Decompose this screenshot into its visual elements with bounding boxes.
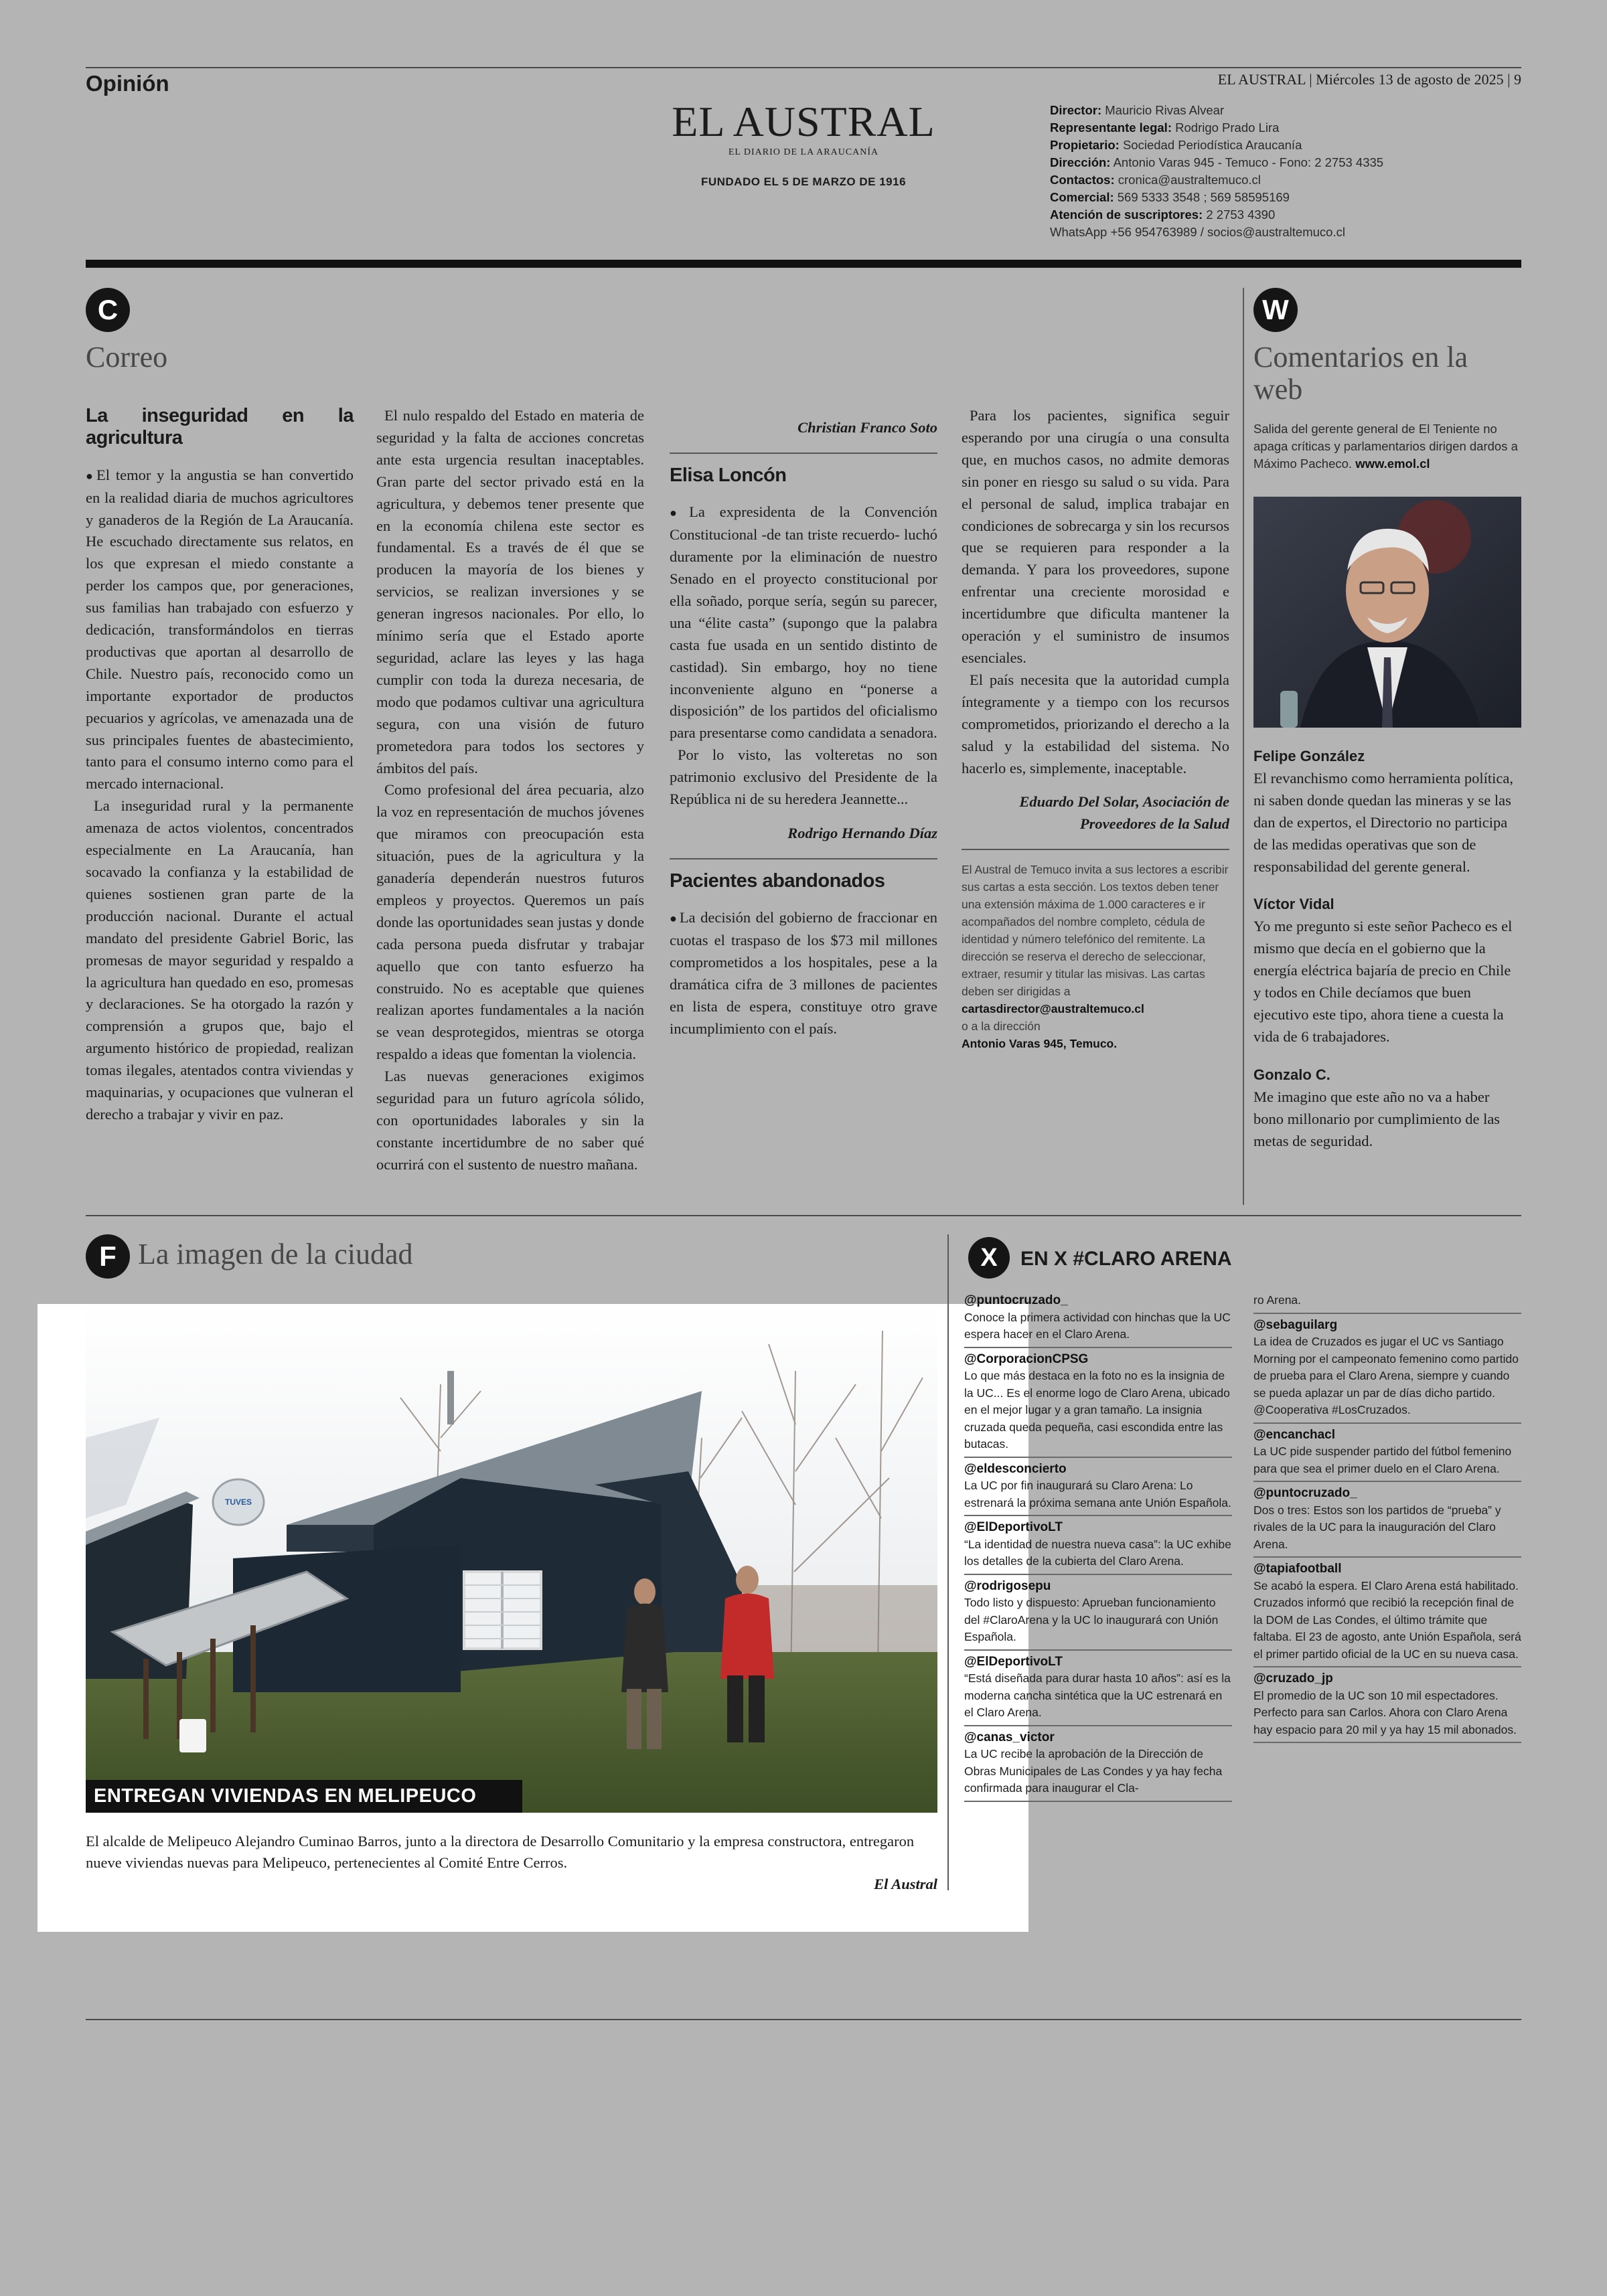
tweet-handle[interactable]: @ElDeportivoLT — [964, 1654, 1063, 1669]
city-credit: El Austral — [874, 1876, 937, 1892]
notice-address: Antonio Varas 945, Temuco. — [962, 1037, 1118, 1051]
letter-separator — [962, 849, 1229, 850]
tweet — [964, 1291, 1232, 1348]
bottom-rule — [86, 2019, 1521, 2020]
staff-label: Representante legal: — [1050, 120, 1172, 135]
tweet-handle[interactable]: @sebaguilarg — [1253, 1317, 1338, 1332]
tweet-text: Todo listo y dispuesto: Aprueban funcionamiento del #ClaroArena y la UC lo inaugurará con Unión Española. — [964, 1596, 1219, 1643]
city-f-icon: F — [86, 1234, 130, 1279]
staff-line — [1050, 171, 1519, 189]
letter-signature: Christian Franco Soto — [797, 419, 937, 436]
staff-value: Sociedad Periodística Araucanía — [1122, 138, 1302, 152]
city-title: La imagen de la ciudad — [138, 1238, 413, 1270]
tweet-text: “Está diseñada para durar hasta 10 años”: así es la moderna cancha sintética que la UC estrenará en el Claro Arena. — [964, 1671, 1231, 1719]
letter-column-1 — [86, 405, 354, 1126]
city-caption: El alcalde de Melipeuco Alejandro Cuminao Barros, junto a la directora de Desarrollo Comunitario y la empresa constructora, entregaron nueve viviendas nuevas para Melipeuco, pertenecientes al Comité Entre Cerros. — [86, 1833, 915, 1871]
tweet — [1253, 1425, 1521, 1483]
tweet-text: El promedio de la UC son 10 mil espectadores. Perfecto para san Carlos. Ahora con Claro Arena hay espacio para 20 mil y ya hay 15 mil abonados. — [1253, 1688, 1517, 1736]
staff-line — [1050, 119, 1519, 137]
tweet-text: La UC recibe la aprobación de la Dirección de Obras Municipales de Las Condes y ya hay fecha confirmada para inaugurar el Cla- — [964, 1747, 1223, 1795]
founded-line: FUNDADO EL 5 DE MARZO DE 1916 — [700, 175, 907, 188]
letter-signature: Rodrigo Hernando Díaz — [787, 824, 937, 841]
notice-text: El Austral de Temuco invita a sus lectores a escribir sus cartas a esta sección. Los textos deben tener una extensión máxima de 1.000 caracteres e ir acompañados del nombre completo, cédula de identidad y número telefónico del remitente. La dirección se reserva el derecho de seleccionar, extraer, resumir y titular las misivas. Las cartas deben ser dirigidas a — [962, 863, 1229, 999]
staff-label: Dirección: — [1050, 155, 1111, 169]
tweet-text: Se acabó la espera. El Claro Arena está habilitado. Cruzados informó que recibió la recepción final de la DOM de Las Condes, el último trámite que faltaba. El 23 de agosto, ante Unión Española, será el primer partido oficial de la UC en su nueva casa. — [1253, 1578, 1521, 1661]
letter-paragraph: Como profesional del área pecuaria, alzo la voz en representación de muchos jóvenes que miramos con preocupación esta situación, pues de la agricultura y la ganadería dependerán nuestros futuros empleos y proyectos. Queremos un país donde las oportunidades sean justas y donde cada persona pueda disfrutar y trabajar aquello que con tanto esfuerzo ha construido. No es aceptable que quienes realizan aportes fundamentales a la nación se vean desprotegidos, mientras se otorga respaldo a ideas que fomentan la violencia. — [376, 781, 644, 1063]
letter-paragraph: ● El temor y la angustia se han convertido en la realidad diaria de muchos agricultores y ganaderos de la Región de La Araucanía. He escuchado directamente sus relatos, en los que expresan el miedo constante a perder los campos que, por generaciones, sus familias han trabajado con esfuerzo y dedicación, transformándolos en tierras productivas que aportan al desarrollo de Chile. Nuestro país, reconocido como un importante exportador de productos pecuarios y agrícolas, ve amenazada una de sus principales fuentes de abastecimiento, tanto para el consumo interno como para el mercado internacional. — [86, 465, 354, 796]
tweet — [964, 1576, 1232, 1651]
folio: EL AUSTRAL | Miércoles 13 de agosto de 2025 | 9 — [1217, 71, 1521, 88]
commenter-photo — [1253, 497, 1521, 728]
staff-label: Comercial: — [1050, 190, 1114, 204]
letter-paragraph: El nulo respaldo del Estado en materia de seguridad y la falta de acciones concretas ante esta urgencia resultan inaceptables. Gran parte del sector privado está en la agricultura, y debemos tener presente que en la economía chilena este sector es fundamental. Es a través de él que se producen la mayoría de los bienes y servicios, se realizan inversiones y se generan ingresos nacionales. Por ello, lo mínimo sería que el Estado aporte seguridad, aclare las leyes y las haga cumplir con toda la dureza necesaria, de modo que podamos cultivar una agricultura segura, con una visión de futuro prometedora para todos los sectores y ámbitos del país. — [376, 407, 644, 776]
mid-rule — [86, 1215, 1521, 1216]
column-divider — [1243, 288, 1244, 1205]
houses-photo-svg — [86, 1304, 937, 1813]
comment-text: Yo me pregunto si este señor Pacheco es el mismo que decía en el gobierno que la energía eléctrica bajaría de precio en Chile y todos en Chile decíamos que buen ejecutivo este tipo, ahora tiene a cuesta la vida de 6 trabajadores. — [1253, 918, 1513, 1045]
staff-value: 569 5333 3548 ; 569 58595169 — [1117, 190, 1290, 204]
letter-paragraph: Las nuevas generaciones exigimos seguridad para un futuro agrícola sólido, con oportunidades laborales y sin la constante incertidumbre de no saber qué ocurrirá con el sustento de nuestro mañana. — [376, 1068, 644, 1173]
tweet-handle[interactable]: @puntocruzado_ — [964, 1293, 1068, 1307]
tweet-handle[interactable]: @cruzado_jp — [1253, 1671, 1333, 1686]
staff-line — [1050, 206, 1519, 224]
staff-label: Propietario: — [1050, 138, 1120, 152]
masthead-subtitle: EL DIARIO DE LA ARAUCANÍA — [728, 147, 879, 157]
tweet — [1253, 1483, 1521, 1558]
staff-label: Contactos: — [1050, 173, 1115, 187]
tweet-text: Conoce la primera actividad con hinchas que la UC espera hacer en el Claro Arena. — [964, 1310, 1231, 1341]
web-comments — [1253, 730, 1521, 1152]
tweet — [964, 1518, 1232, 1575]
letter-separator — [670, 858, 937, 859]
tweet — [1253, 1559, 1521, 1667]
letter-paragraph: ● La expresidenta de la Convención Constitucional -de tan triste recuerdo- luchó duramente por la eliminación de nuestro Senado en el proyecto constitucional por ella soñado, porque sería, según su parecer, una “élite casta” (supongo que la palabra casta fue usada en un sentido distinto de castidad). Sin embargo, hoy no tiene inconveniente alguno en “ponerse a disposición” de los partidos del oficialismo para presentarse como candidata a senadora. — [670, 501, 937, 744]
tweets-column-1 — [964, 1291, 1232, 1803]
comment-text: Me imagino que este año no va a haber bono millonario por cumplimiento de las metas de seguridad. — [1253, 1088, 1501, 1149]
tweet — [964, 1728, 1232, 1802]
staff-label: Director: — [1050, 103, 1102, 117]
section-label: Opinión — [86, 71, 169, 96]
tweet-continuation: ro Arena. — [1253, 1291, 1521, 1314]
tweet-handle[interactable]: @eldesconcierto — [964, 1461, 1067, 1476]
letter-paragraph: ● La decisión del gobierno de fraccionar en cuotas el traspaso de los $73 mil millones comprometidos a los hospitales, pese a la dramática cifra de 3 millones de pacientes en lista de espera, constituye otro grave incumplimiento con el país. — [670, 907, 937, 1040]
letter-separator — [670, 453, 937, 454]
masthead — [670, 100, 937, 189]
tweet-text: Dos o tres: Estos son los partidos de “prueba” y rivales de la UC para la inauguración del Claro Arena. — [1253, 1503, 1501, 1551]
notice-or: o a la dirección — [962, 1019, 1041, 1034]
tweet-text: “La identidad de nuestra nueva casa”: la UC exhibe los detalles de la cubierta del Claro Arena. — [964, 1537, 1231, 1568]
staff-label: Atención de suscriptores: — [1050, 208, 1203, 222]
tweet — [964, 1459, 1232, 1517]
tweet-handle[interactable]: @CorporacionCPSG — [964, 1351, 1089, 1366]
staff-line — [1050, 102, 1519, 119]
staff-value: WhatsApp +56 954763989 / socios@australtemuco.cl — [1050, 225, 1345, 239]
web-w-icon: W — [1253, 288, 1298, 332]
staff-line — [1050, 137, 1519, 154]
letter-paragraph: Para los pacientes, significa seguir esperando por una cirugía o una consulta que, en muchos casos, no admite demoras sin poner en riesgo su salud o su vida. Para el personal de salud, implica trabajar en condiciones de sobrecarga y sin los recursos que se requieren para responder a la demanda. Y para los proveedores, supone enfrentar una creciente morosidad e incertidumbre que dificulta mantener la operación y el suministro de insumos esenciales. — [962, 407, 1229, 666]
tweet-text: La idea de Cruzados es jugar el UC vs Santiago Morning por el campeonato femenino como partido de prueba para el Claro Arena, siempre y cuando se pueda aplazar un par de días dicho partido. @Cooperativa #LosCruzados. — [1253, 1335, 1519, 1416]
top-rule — [86, 67, 1521, 68]
tweet-text: La UC por fin inaugurará su Claro Arena: Lo estrenará la próxima semana ante Unión Española. — [964, 1479, 1231, 1509]
photo-overlay-title: ENTREGAN VIVIENDAS EN MELIPEUCO — [86, 1780, 522, 1813]
satellite-dish-label: TUVES — [224, 1497, 252, 1507]
staff-line — [1050, 154, 1519, 171]
letter-headline: La inseguridad en la agricultura — [86, 405, 354, 449]
letter-column-2 — [376, 405, 644, 1176]
tweet-text: Lo que más destaca en la foto no es la insignia de la UC... Es el enorme logo de Claro Arena, ubicado en el mejor lugar y a gran tamaño. La insignia cruzada queda pequeña, casi escondida entre las butacas. — [964, 1369, 1230, 1451]
staff-value: Antonio Varas 945 - Temuco - Fono: 2 2753 4335 — [1113, 155, 1384, 169]
masthead-title: EL AUSTRAL — [672, 98, 935, 145]
letter-column-3 — [670, 405, 937, 1040]
tweet-handle[interactable]: @tapiafootball — [1253, 1562, 1342, 1576]
x-divider — [947, 1234, 949, 1890]
city-photo — [86, 1304, 937, 1813]
staff-line — [1050, 189, 1519, 206]
correo-title: Correo — [86, 341, 168, 374]
tweet — [1253, 1669, 1521, 1743]
tweet-handle[interactable]: @rodrigosepu — [964, 1578, 1051, 1593]
staff-line — [1050, 224, 1519, 241]
staff-value: Mauricio Rivas Alvear — [1105, 103, 1225, 117]
correo-c-icon: C — [86, 288, 130, 332]
tweet — [1253, 1315, 1521, 1424]
web-title: Comentarios en la web — [1253, 341, 1468, 406]
letters-notice — [962, 861, 1229, 1052]
web-intro-text: Salida del gerente general de El Teniente no apaga críticas y parlamentarios dirigen dardos a Máximo Pacheco. — [1253, 422, 1518, 471]
commenter-photo-svg — [1253, 497, 1521, 728]
web-intro — [1253, 420, 1521, 473]
web-source-link[interactable]: www.emol.cl — [1355, 457, 1430, 471]
staff-box — [1050, 102, 1519, 241]
letter-signature: Eduardo Del Solar, Asociación de Proveedores de la Salud — [1019, 793, 1229, 833]
tweet-handle[interactable]: @ElDeportivoLT — [964, 1520, 1063, 1534]
tweet-handle[interactable]: @encanchacl — [1253, 1427, 1336, 1442]
tweet-text: La UC pide suspender partido del fútbol femenino para que sea el primer duelo en el Claro Arena. — [1253, 1445, 1512, 1475]
letter-paragraph: Por lo visto, las volteretas no son patrimonio exclusivo del Presidente de la República ni de su heredera Jeannette... — [670, 746, 937, 808]
staff-value: Rodrigo Prado Lira — [1175, 120, 1280, 135]
x-title: EN X #CLARO ARENA — [1020, 1248, 1232, 1270]
notice-email[interactable]: cartasdirector@australtemuco.cl — [962, 1002, 1144, 1016]
tweet — [964, 1349, 1232, 1458]
comment-author: Víctor Vidal — [1253, 896, 1334, 913]
letter-paragraph: La inseguridad rural y la permanente amenaza de actos violentos, concentrados especialmente en La Araucanía, han socavado la confianza y la estabilidad de quienes sostienen gran parte de la producción nacional. Durante el actual mandato del presidente Gabriel Boric, las promesas de mayor seguridad y respaldo a la agricultura han quedado en eso, promesas y declaraciones. Se ha otorgado la razón y comprensión a grupos que, bajo el argumento histórico de propiedad, realizan tomas ilegales, atentados contra viviendas y maquinarias, y ocupaciones que vulneran el derecho a trabajar y vivir en paz. — [86, 797, 354, 1123]
header-bar — [86, 260, 1521, 268]
letter-column-4 — [962, 405, 1229, 1052]
comment-author: Gonzalo C. — [1253, 1066, 1330, 1083]
comment-author: Felipe González — [1253, 748, 1365, 764]
letter-paragraph: El país necesita que la autoridad cumpla íntegramente y a tiempo con los recursos comprometidos, priorizando el derecho a la salud y la estabilidad del sistema. No hacerlo es, simplemente, inaceptable. — [962, 671, 1229, 776]
staff-value: cronica@australtemuco.cl — [1118, 173, 1261, 187]
tweets-column-2 — [1253, 1291, 1521, 1744]
letter-headline: Pacientes abandonados — [670, 870, 885, 892]
x-logo-icon: X — [968, 1237, 1010, 1279]
tweet-handle[interactable]: @puntocruzado_ — [1253, 1486, 1357, 1500]
staff-value: 2 2753 4390 — [1206, 208, 1276, 222]
comment-text: El revanchismo como herramienta política, ni saben donde quedan las mineras y se las dan de expertos, el Directorio no participa de las medidas operativas que son de responsabilidad del gerente general. — [1253, 769, 1513, 875]
tweet-handle[interactable]: @canas_victor — [964, 1730, 1055, 1744]
tweet — [964, 1652, 1232, 1726]
letter-headline: Elisa Loncón — [670, 464, 787, 486]
